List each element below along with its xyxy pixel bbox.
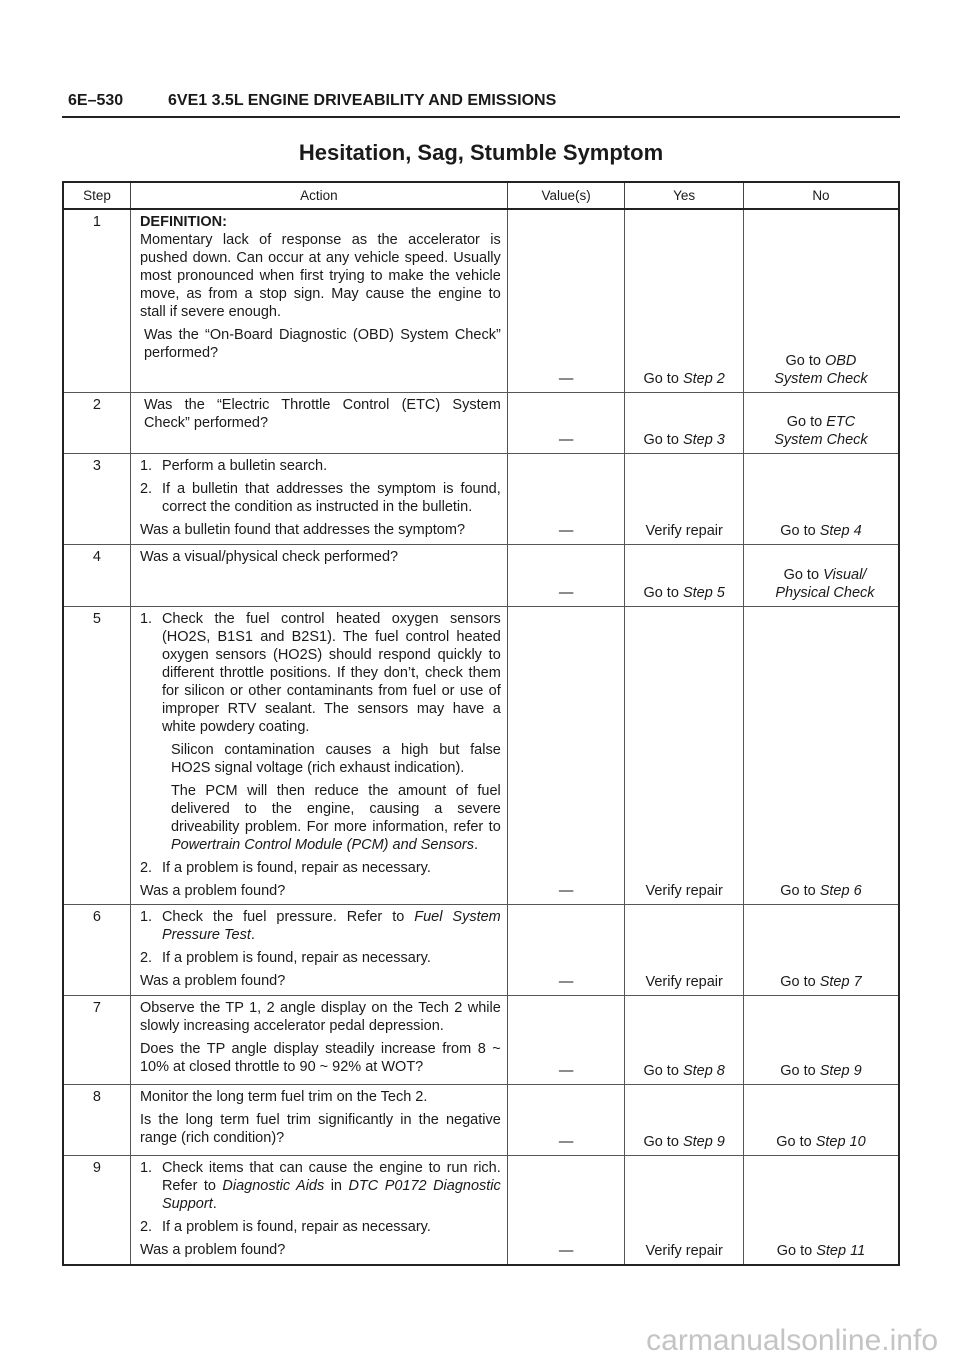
yes-reference: Step 5 [682, 584, 725, 601]
item-reference: Diagnostic Aids [222, 1177, 325, 1194]
col-step: Step [63, 182, 130, 209]
item-end: . [212, 1195, 217, 1212]
value-cell: — [507, 392, 625, 453]
table-row [63, 453, 899, 544]
yes-cell: Verify repair [625, 904, 744, 995]
list-item [140, 610, 501, 736]
note-reference: Powertrain Control Module (PCM) and Sensors [170, 836, 474, 853]
item-text: Perform a bulletin search. [161, 457, 328, 474]
question: Was a problem found? [139, 972, 286, 989]
table-row [63, 904, 899, 995]
table-row [63, 209, 899, 392]
action-cell [130, 904, 507, 995]
page-number: 6E–530 [68, 92, 124, 109]
no-cell [743, 1155, 899, 1265]
value-cell: — [507, 1155, 625, 1265]
item-text: If a problem is found, repair as necessary. [161, 949, 431, 966]
step-number: 7 [63, 995, 130, 1084]
yes-reference: Step 3 [682, 431, 725, 448]
item-number: 2. [139, 859, 153, 876]
no-prefix: Go to [780, 1062, 820, 1079]
yes-cell [625, 209, 744, 392]
no-reference: Visual/ Physical Check [775, 566, 875, 601]
action-cell [130, 1084, 507, 1155]
item-number: 2. [139, 949, 153, 966]
item-number: 1. [139, 1159, 153, 1176]
yes-prefix: Go to [643, 370, 683, 387]
value-cell: — [507, 544, 625, 606]
item-text: If a bulletin that addresses the symptom is found, correct the condition as instructed in the bulletin. [161, 480, 501, 515]
yes-prefix: Go to [643, 431, 683, 448]
yes-cell: Verify repair [625, 1155, 744, 1265]
note-end: . [473, 836, 478, 853]
no-reference: Step 10 [815, 1133, 866, 1150]
action-cell [130, 544, 507, 606]
item-number: 1. [139, 610, 153, 627]
step-number: 2 [63, 392, 130, 453]
value-cell: — [507, 606, 625, 904]
step-number: 9 [63, 1155, 130, 1265]
yes-prefix: Go to [643, 1062, 683, 1079]
item-number: 1. [139, 908, 153, 925]
yes-reference: Step 9 [682, 1133, 725, 1150]
table-row [63, 606, 899, 904]
step-number: 5 [63, 606, 130, 904]
item-reference: DTC P0172 Diagnostic Support [161, 1177, 501, 1212]
page-title: Hesitation, Sag, Stumble Symptom [298, 140, 664, 165]
no-prefix: Go to [785, 352, 825, 369]
item-body: Check items that can cause the engine to run rich. Refer to [161, 1159, 501, 1194]
note-body: The PCM will then reduce the amount of fuel delivered to the engine, causing a severe driveability problem. For more information, refer to [170, 782, 501, 835]
col-action: Action [130, 182, 507, 209]
instruction: Monitor the long term fuel trim on the Tech 2. [139, 1088, 428, 1105]
yes-cell: Verify repair [625, 453, 744, 544]
no-cell [743, 453, 899, 544]
no-reference: Step 6 [819, 882, 862, 899]
instruction: Observe the TP 1, 2 angle display on the Tech 2 while slowly increasing accelerator pedal depression. [139, 999, 501, 1034]
item-number: 2. [139, 1218, 153, 1235]
col-no: No [743, 182, 899, 209]
yes-cell: Verify repair [625, 606, 744, 904]
question: Was a problem found? [139, 882, 286, 899]
diagnostic-table [62, 181, 900, 1266]
item-text: If a problem is found, repair as necessary. [161, 1218, 431, 1235]
no-prefix: Go to [783, 566, 824, 583]
yes-reference: Step 2 [682, 370, 725, 387]
no-cell [743, 1084, 899, 1155]
item-text [162, 908, 501, 944]
yes-cell [625, 995, 744, 1084]
list-item [140, 949, 501, 967]
action-cell [130, 392, 507, 453]
yes-cell [625, 392, 744, 453]
yes-cell [625, 1084, 744, 1155]
note-text [140, 782, 501, 854]
no-cell [743, 209, 899, 392]
no-cell [743, 392, 899, 453]
no-reference: OBD System Check [774, 352, 868, 387]
no-reference: Step 4 [819, 522, 862, 539]
yes-reference: Step 8 [682, 1062, 725, 1079]
list-item [140, 457, 501, 475]
no-prefix: Go to [776, 1243, 817, 1259]
no-prefix: Go to [780, 973, 820, 990]
step-number: 6 [63, 904, 130, 995]
question: Was the “Electric Throttle Control (ETC) System Check” performed? [143, 396, 501, 431]
no-cell [743, 606, 899, 904]
action-cell [130, 995, 507, 1084]
yes-prefix: Go to [643, 1133, 683, 1150]
item-text: If a problem is found, repair as necessary. [161, 859, 431, 876]
no-prefix: Go to [780, 882, 820, 899]
question: Does the TP angle display steadily increase from 8 ~ 10% at closed throttle to 90 ~ 92% at WOT? [139, 1040, 501, 1075]
no-prefix: Go to [780, 522, 820, 539]
no-reference: Step 11 [816, 1243, 866, 1259]
value-cell: — [507, 209, 625, 392]
value-cell: — [507, 453, 625, 544]
table-row [63, 544, 899, 606]
action-cell [130, 606, 507, 904]
list-item [140, 908, 501, 944]
item-text: Check the fuel control heated oxygen sensors (HO2S, B1S1 and B2S1). The fuel control heated oxygen sensors (HO2S) should respond quickly to different throttle positions. If they don’t, check them for silicon or other contaminants from fuel or use of improper RTV sealant. The sensors may have a white powdery coating. [161, 610, 501, 735]
definition-label: DEFINITION: [139, 214, 227, 230]
step-number: 8 [63, 1084, 130, 1155]
value-cell: — [507, 995, 625, 1084]
table-row [63, 1155, 899, 1265]
note-text: Silicon contamination causes a high but false HO2S signal voltage (rich exhaust indication). [170, 741, 501, 776]
item-number: 2. [139, 480, 153, 497]
no-reference: Step 9 [819, 1062, 862, 1079]
table-header-row [63, 182, 899, 209]
action-cell [130, 1155, 507, 1265]
item-text [162, 1159, 501, 1213]
list-item [140, 1159, 501, 1213]
col-values: Value(s) [507, 182, 625, 209]
no-reference: Step 7 [819, 973, 862, 990]
no-cell [743, 904, 899, 995]
no-reference: ETC System Check [774, 413, 868, 448]
no-cell [743, 995, 899, 1084]
value-cell: — [507, 904, 625, 995]
list-item [140, 480, 501, 516]
list-item [140, 859, 501, 877]
question: Was a problem found? [139, 1241, 286, 1258]
item-reference: Fuel System Pressure Test [161, 908, 501, 943]
definition-text: Momentary lack of response as the accelerator is pushed down. Can occur at any vehicle speed. Usually most pronounced when first trying to make the vehicle move, as from a stop sign. May cause the engine to stall if severe enough. [139, 232, 501, 320]
value-cell: — [507, 1084, 625, 1155]
action-cell [130, 209, 507, 392]
no-prefix: Go to [786, 413, 827, 430]
watermark: carmanualsonline.info [646, 1324, 938, 1357]
list-item [140, 1218, 501, 1236]
col-yes: Yes [625, 182, 744, 209]
item-end: . [250, 926, 255, 943]
page-header [62, 90, 900, 118]
step-number: 1 [63, 209, 130, 392]
yes-prefix: Go to [643, 584, 683, 601]
step-number: 3 [63, 453, 130, 544]
question: Is the long term fuel trim significantly in the negative range (rich condition)? [139, 1111, 501, 1146]
item-body: Check the fuel pressure. Refer to [161, 908, 415, 925]
no-cell [743, 544, 899, 606]
table-row [63, 1084, 899, 1155]
question: Was a bulletin found that addresses the symptom? [139, 521, 466, 538]
item-connector: in [324, 1177, 349, 1194]
question: Was the “On-Board Diagnostic (OBD) System Check” performed? [143, 327, 501, 361]
yes-cell [625, 544, 744, 606]
item-number: 1. [139, 457, 153, 474]
step-number: 4 [63, 544, 130, 606]
section-title: 6VE1 3.5L ENGINE DRIVEABILITY AND EMISSIONS [168, 92, 557, 109]
table-row [63, 995, 899, 1084]
table-row [63, 392, 899, 453]
no-prefix: Go to [776, 1133, 816, 1150]
question: Was a visual/physical check performed? [139, 548, 399, 565]
action-cell [130, 453, 507, 544]
